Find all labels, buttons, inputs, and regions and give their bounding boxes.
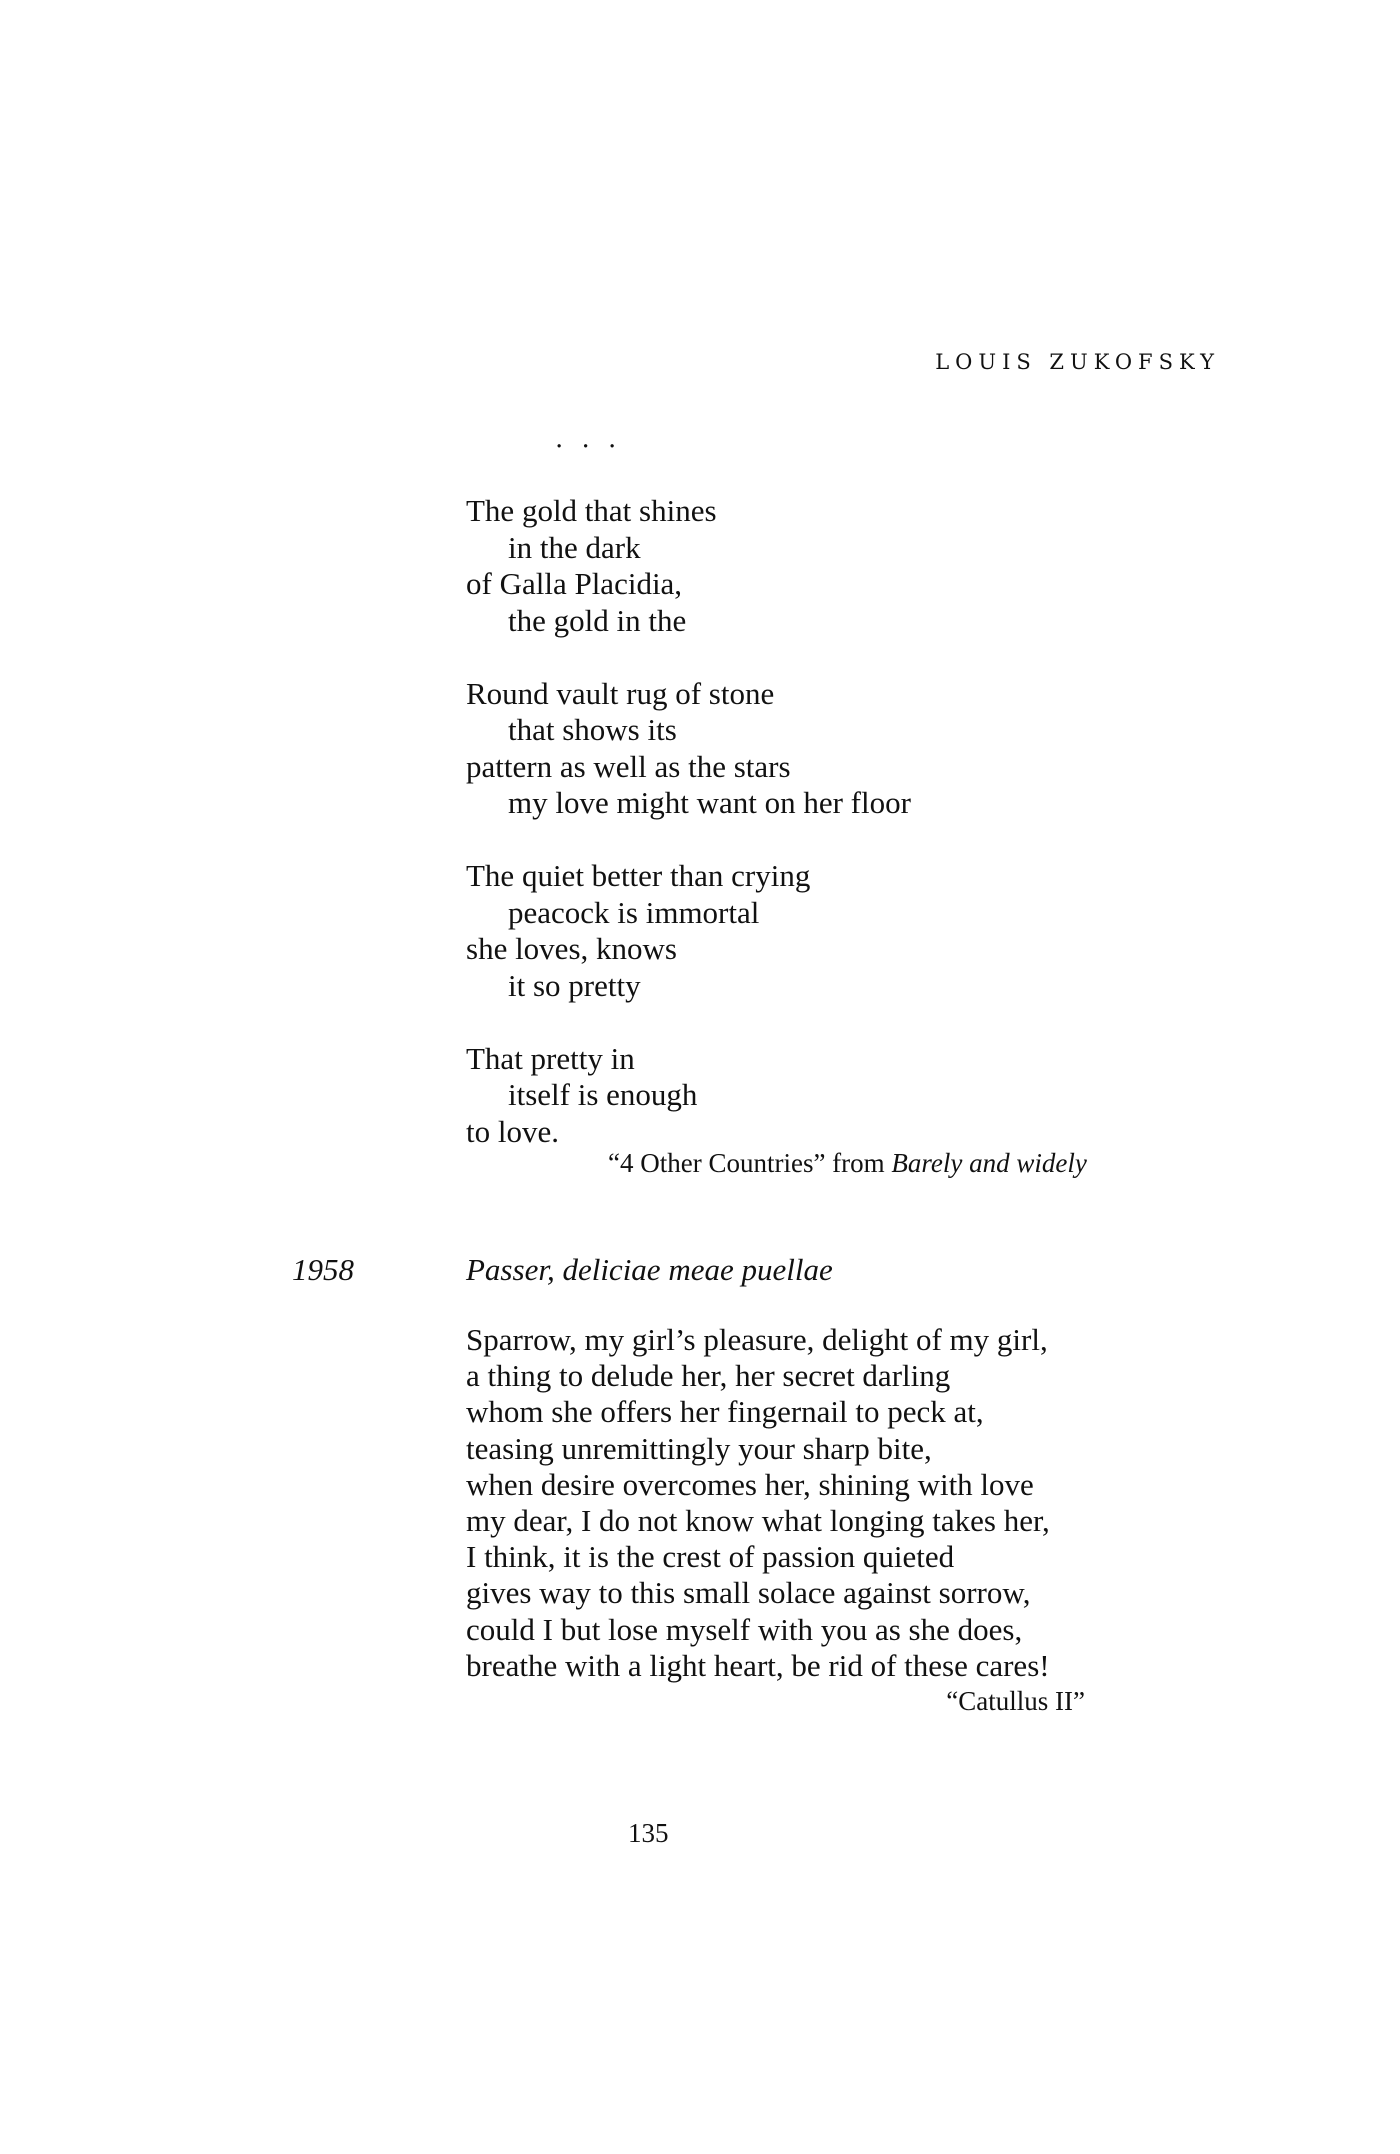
poem-line: peacock is immortal	[508, 894, 760, 930]
stanza-2	[466, 676, 911, 822]
poem-line: Round vault rug of stone	[466, 675, 775, 711]
stanza-3	[466, 858, 911, 1004]
poem-line: my love might want on her floor	[508, 785, 911, 820]
source-book-title: Barely and widely	[891, 1148, 1087, 1178]
poem-line: my dear, I do not know what longing takes her,	[466, 1503, 1050, 1539]
poem-line: teasing unremittingly your sharp bite,	[466, 1430, 932, 1466]
catullus-source-citation: “Catullus II”	[946, 1686, 1085, 1716]
poem-line: whom she offers her fingernail to peck at,	[466, 1394, 984, 1430]
poem-line: could I but lose myself with you as she does,	[466, 1611, 1023, 1647]
stanza-1	[466, 493, 911, 639]
poem-line: pattern as well as the stars	[466, 748, 791, 784]
section-ellipsis: . . .	[555, 424, 622, 454]
poem-title: Passer, deliciae meae puellae	[466, 1252, 833, 1287]
poem-line: in the dark	[508, 529, 641, 565]
poem-line: The gold that shines	[466, 493, 717, 528]
poem-line: breathe with a light heart, be rid of these cares!	[466, 1647, 1050, 1683]
source-prefix: “4 Other Countries” from	[608, 1148, 892, 1178]
poem-passer	[466, 1322, 1050, 1684]
poem-line: when desire overcomes her, shining with love	[466, 1466, 1034, 1502]
running-head: LOUIS ZUKOFSKY	[935, 350, 1220, 374]
poem-line: itself is enough	[508, 1077, 698, 1112]
stanza-4	[466, 1041, 911, 1151]
poem-line: a thing to delude her, her secret darling	[466, 1358, 951, 1394]
poem-line: Sparrow, my girl’s pleasure, delight of my girl,	[466, 1322, 1048, 1357]
poem-line: that shows its	[508, 712, 677, 747]
poem-line: to love.	[466, 1113, 559, 1149]
year-label: 1958	[292, 1252, 354, 1287]
poem-source-citation	[608, 1148, 1087, 1179]
poem-line: That pretty in	[466, 1040, 635, 1076]
poem-line: the gold in the	[508, 602, 687, 638]
poem-line: I think, it is the crest of passion quieted	[466, 1539, 955, 1575]
page-number: 135	[628, 1818, 669, 1848]
poem-line: it so pretty	[508, 967, 641, 1003]
poem-gold-that-shines	[466, 493, 911, 1187]
poem-line: gives way to this small solace against sorrow,	[466, 1575, 1031, 1611]
poem-line: of Galla Placidia,	[466, 566, 683, 601]
poem-line: she loves, knows	[466, 931, 677, 966]
poem-line: The quiet better than crying	[466, 858, 811, 893]
